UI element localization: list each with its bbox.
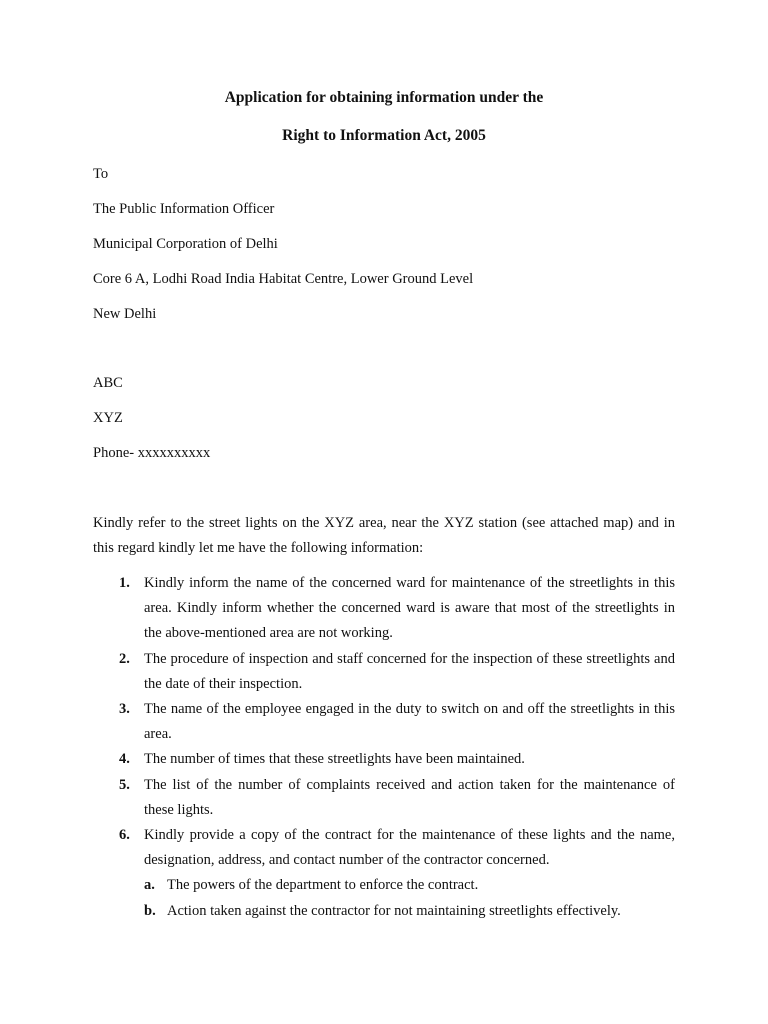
- list-item-text: The name of the employee engaged in the duty to switch on and off the streetlights in this area.: [144, 701, 675, 743]
- addressee-officer: The Public Information Officer: [93, 201, 275, 217]
- list-item-number: 2.: [119, 650, 130, 667]
- title-line-2: Right to Information Act, 2005: [282, 127, 486, 144]
- list-item-text: Kindly inform the name of the concerned ward for maintenance of the streetlights in this area. Kindly inform whether the concerned ward is aware that most of the streetlights in the above-mentioned area are not working.: [144, 575, 675, 642]
- sub-list-item: [144, 873, 675, 898]
- information-request-list: [93, 571, 675, 924]
- list-item-text: Kindly provide a copy of the contract for the maintenance of these lights and the name, designation, address, and contact number of the contractor concerned.: [144, 827, 675, 869]
- list-item-number: 4.: [119, 751, 130, 768]
- list-item: [93, 747, 675, 772]
- intro-paragraph: Kindly refer to the street lights on the XYZ area, near the XYZ station (see attached map) and in this regard kindly let me have the following information:: [93, 515, 675, 556]
- list-item-number: 1.: [119, 575, 130, 591]
- list-item-text: The procedure of inspection and staff concerned for the inspection of these streetlights and the date of their inspection.: [144, 650, 675, 692]
- list-item: [93, 773, 675, 823]
- sub-list-item-letter: a.: [144, 877, 155, 894]
- list-item: [93, 823, 675, 924]
- list-item: [93, 571, 675, 647]
- list-item-text: The list of the number of complaints received and action taken for the maintenance of these lights.: [144, 776, 675, 818]
- applicant-address: XYZ: [93, 410, 123, 426]
- sub-list: [144, 873, 675, 923]
- addressee-city: New Delhi: [93, 306, 157, 322]
- list-item-number: 3.: [119, 701, 130, 718]
- list-item-text: The number of times that these streetlights have been maintained.: [144, 751, 525, 768]
- addressee-org: Municipal Corporation of Delhi: [93, 236, 278, 252]
- title-line-1: Application for obtaining information under the: [224, 89, 544, 106]
- addressee-address: Core 6 A, Lodhi Road India Habitat Centre, Lower Ground Level: [93, 271, 474, 287]
- list-item-number: 5.: [119, 776, 130, 793]
- list-item-number: 6.: [119, 827, 130, 844]
- sub-list-item: [144, 899, 675, 924]
- applicant-name: ABC: [93, 375, 123, 391]
- sub-list-item-text: The powers of the department to enforce the contract.: [167, 877, 479, 894]
- applicant-phone: Phone- xxxxxxxxxx: [93, 445, 211, 461]
- sub-list-item-text: Action taken against the contractor for not maintaining streetlights effectively.: [167, 902, 621, 919]
- sub-list-item-letter: b.: [144, 902, 156, 919]
- list-item: [93, 647, 675, 697]
- list-item: [93, 697, 675, 747]
- to-label: To: [93, 166, 109, 182]
